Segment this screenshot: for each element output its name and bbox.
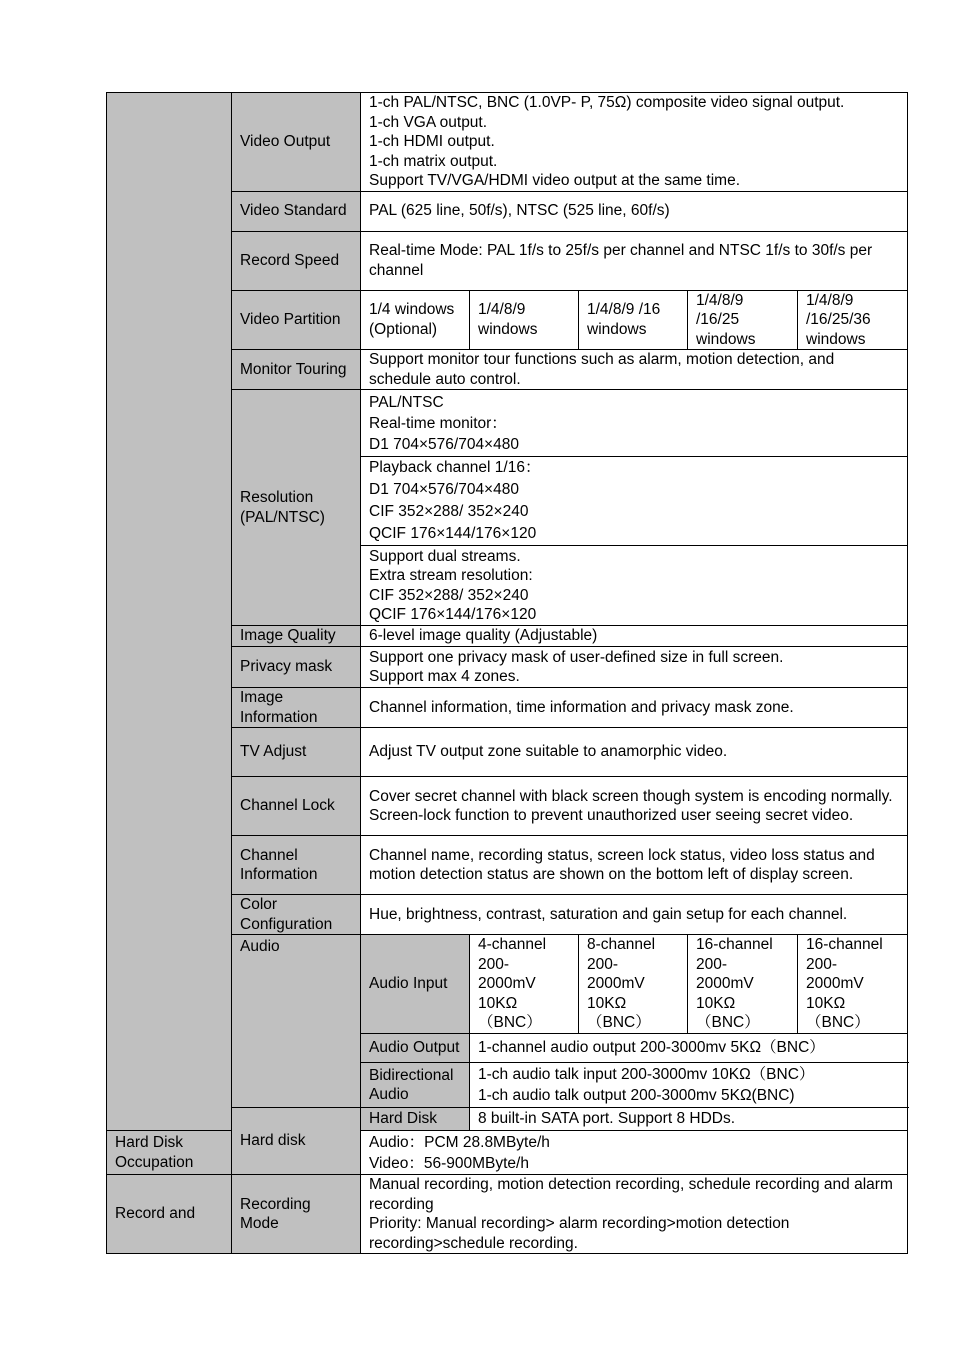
resolution-line: QCIF 176×144/176×120: [369, 525, 537, 542]
occupation-line: Video：56-900MByte/h: [369, 1154, 529, 1172]
audio-input-line: （BNC）: [696, 1014, 760, 1032]
audio-input-line: 10KΩ: [478, 994, 518, 1012]
video-output-line: 1-ch PAL/NTSC, BNC (1.0VP- P, 75Ω) composite video signal output.: [369, 94, 845, 111]
label-hard-disk-occupation: Hard Disk Occupation: [107, 1131, 232, 1175]
value-channel-information: Channel name, recording status, screen lock status, video loss status and motion detection status are shown on the bottom left of display screen.: [361, 836, 908, 895]
label-tv-adjust: TV Adjust: [232, 728, 361, 777]
label-color-configuration: Color Configuration: [232, 895, 361, 935]
recording-mode-line: Priority: Manual recording> alarm recording>motion detection recording>schedule recording.: [369, 1215, 790, 1252]
video-partition-cell: 1/4/8/9 /16 windows: [579, 290, 688, 350]
audio-input-line: 2000mV: [806, 975, 864, 993]
label-bidirectional-audio: Bidirectional Audio: [361, 1063, 470, 1108]
label-audio-input: Audio Input: [361, 935, 470, 1034]
recording-mode-line: Manual recording, motion detection recording, schedule recording and alarm recording: [369, 1176, 893, 1213]
audio-input-line: 16-channel: [696, 936, 773, 954]
audio-input-line: 2000mV: [696, 975, 754, 993]
value-resolution-monitor: [361, 390, 908, 457]
video-output-line: 1-ch matrix output.: [369, 152, 498, 170]
category-record: Record and: [107, 1175, 232, 1254]
value-bidirectional-audio: [470, 1063, 908, 1108]
audio-input-cell: [470, 935, 579, 1034]
audio-input-line: 200-: [696, 955, 728, 973]
resolution-line: QCIF 176×144/176×120: [369, 606, 537, 623]
resolution-line: CIF 352×288/ 352×240: [369, 586, 529, 604]
value-resolution-dual-stream: [361, 546, 908, 626]
resolution-line: Extra stream resolution:: [369, 567, 533, 584]
resolution-line: D1 704×576/704×480: [369, 481, 519, 498]
occupation-line: Audio：PCM 28.8MByte/h: [369, 1133, 550, 1151]
audio-input-line: （BNC）: [806, 1014, 870, 1032]
audio-input-line: （BNC）: [478, 1014, 542, 1032]
value-monitor-touring: Support monitor tour functions such as alarm, motion detection, and schedule auto control.: [361, 350, 908, 390]
spec-table: [106, 92, 908, 1254]
label-record-speed: Record Speed: [232, 231, 361, 290]
value-image-quality: 6-level image quality (Adjustable): [361, 626, 908, 647]
value-privacy-mask: [361, 647, 908, 688]
label-monitor-touring: Monitor Touring: [232, 350, 361, 390]
audio-input-line: 200-: [806, 955, 838, 973]
audio-input-cell: [579, 935, 688, 1034]
audio-input-cell: [688, 935, 798, 1034]
audio-input-line: 2000mV: [478, 975, 536, 993]
audio-input-line: 4-channel: [478, 936, 547, 954]
value-tv-adjust: Adjust TV output zone suitable to anamorphic video.: [361, 728, 908, 777]
value-channel-lock: [361, 777, 908, 836]
label-channel-lock: Channel Lock: [232, 777, 361, 836]
audio-input-line: 10KΩ: [806, 994, 846, 1012]
audio-input-line: 2000mV: [587, 975, 645, 993]
value-video-standard: PAL (625 line, 50f/s), NTSC (525 line, 60f/s): [361, 191, 908, 231]
category-audio: Audio: [232, 935, 361, 1108]
resolution-line: Playback channel 1/16：: [369, 459, 541, 476]
value-record-speed: Real-time Mode: PAL 1f/s to 25f/s per channel and NTSC 1f/s to 30f/s per channel: [361, 231, 908, 290]
resolution-line: PAL/NTSC: [369, 393, 444, 411]
row-recording-mode: [107, 1175, 908, 1254]
bidirectional-line: 1-ch audio talk output 200-3000mv 5KΩ(BNC): [478, 1087, 795, 1104]
video-partition-cell: 1/4/8/9 /16/25 windows: [688, 290, 798, 350]
resolution-line: D1 704×576/704×480: [369, 435, 519, 453]
audio-input-line: 200-: [587, 955, 619, 973]
value-audio-output: 1-channel audio output 200-3000mv 5KΩ（BNC）: [470, 1034, 908, 1063]
value-recording-mode: [361, 1175, 908, 1254]
label-recording-mode: Recording Mode: [232, 1175, 361, 1254]
audio-input-cell: [798, 935, 908, 1034]
value-hard-disk-occupation: [361, 1131, 908, 1175]
row-video-output: [107, 93, 908, 192]
audio-input-line: （BNC）: [587, 1014, 651, 1032]
label-image-information: Image Information: [232, 688, 361, 728]
value-image-information: Channel information, time information and privacy mask zone.: [361, 688, 908, 728]
value-color-configuration: Hue, brightness, contrast, saturation and gain setup for each channel.: [361, 895, 908, 935]
privacy-mask-line: Support max 4 zones.: [369, 668, 520, 685]
video-partition-cell: 1/4/8/9 /16/25/36 windows: [798, 290, 908, 350]
video-output-line: 1-ch HDMI output.: [369, 133, 495, 150]
channel-lock-line: Screen-lock function to prevent unauthorized user seeing secret video.: [369, 807, 854, 824]
audio-input-line: 200-: [478, 955, 510, 973]
video-output-line: Support TV/VGA/HDMI video output at the same time.: [369, 172, 741, 189]
audio-input-line: 10KΩ: [587, 994, 627, 1012]
privacy-mask-line: Support one privacy mask of user-defined size in full screen.: [369, 648, 784, 666]
video-output-line: 1-ch VGA output.: [369, 113, 488, 131]
label-video-partition: Video Partition: [232, 290, 361, 350]
row-hard-disk-occupation: [107, 1131, 908, 1175]
value-video-output: [361, 93, 908, 192]
label-video-output: Video Output: [232, 93, 361, 192]
label-privacy-mask: Privacy mask: [232, 647, 361, 688]
audio-input-line: 10KΩ: [696, 994, 736, 1012]
audio-input-line: 8-channel: [587, 936, 656, 954]
channel-lock-line: Cover secret channel with black screen though system is encoding normally.: [369, 787, 893, 805]
video-partition-cell: 1/4 windows(Optional): [361, 290, 470, 350]
bidirectional-line: 1-ch audio talk input 200-3000mv 10KΩ（BNC）: [478, 1066, 815, 1083]
label-channel-information: Channel Information: [232, 836, 361, 895]
category-video-cell: [107, 93, 232, 1131]
label-hard-disk: Hard Disk: [361, 1108, 470, 1131]
category-hard-disk: Hard disk: [232, 1108, 361, 1175]
value-resolution-playback: [361, 457, 908, 546]
label-resolution: Resolution (PAL/NTSC): [232, 390, 361, 626]
audio-input-line: 16-channel: [806, 936, 883, 954]
label-audio-output: Audio Output: [361, 1034, 470, 1063]
label-video-standard: Video Standard: [232, 191, 361, 231]
video-partition-cell: 1/4/8/9 windows: [470, 290, 579, 350]
resolution-line: Support dual streams.: [369, 547, 521, 565]
resolution-line: Real-time monitor：: [369, 414, 507, 432]
value-hard-disk: 8 built-in SATA port. Support 8 HDDs.: [470, 1108, 908, 1131]
resolution-line: CIF 352×288/ 352×240: [369, 503, 529, 520]
label-image-quality: Image Quality: [232, 626, 361, 647]
